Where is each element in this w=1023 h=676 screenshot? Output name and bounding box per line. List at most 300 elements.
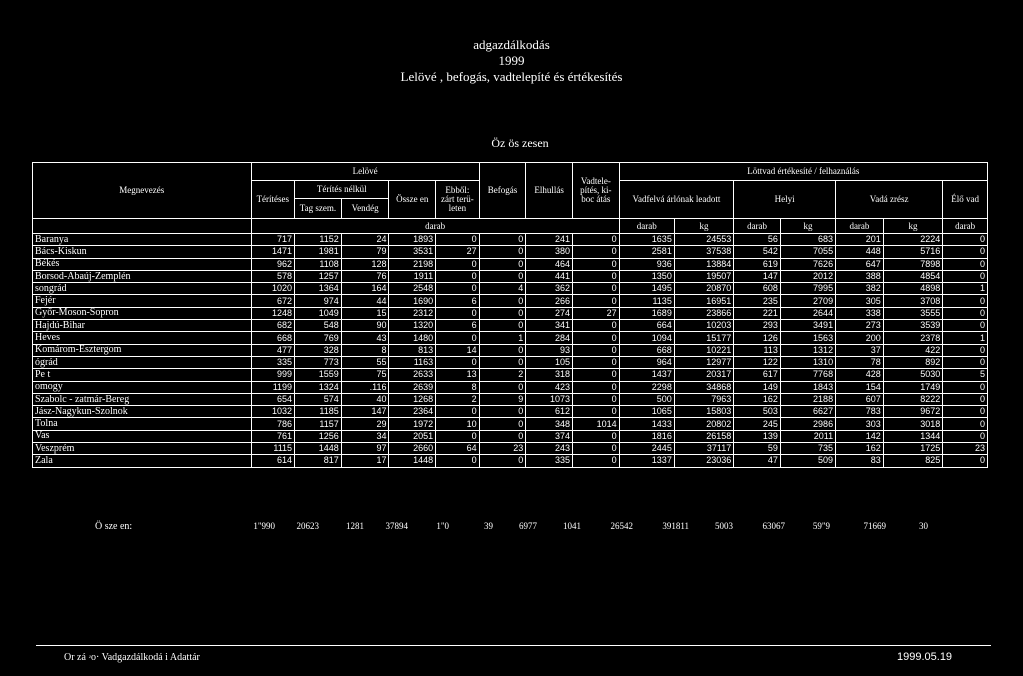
row-value: 0 [479,320,526,332]
row-value: 1448 [389,455,436,467]
unit-vadresz-kg: kg [883,219,942,234]
col-vadaszresz: Vadá zrész [836,181,943,219]
row-value: 9 [479,393,526,405]
row-value: 817 [295,455,342,467]
row-value: 0 [943,418,988,430]
row-value: 29 [341,418,389,430]
table-row [33,270,988,282]
row-value: 2581 [619,246,674,258]
row-value: 1437 [619,369,674,381]
row-value: 113 [734,344,781,356]
row-value: 2012 [780,270,835,282]
row-value: 2198 [389,258,436,270]
row-value: 0 [479,430,526,442]
totals-value: 1"0 [436,521,449,531]
row-value: 79 [341,246,389,258]
totals-value: 20623 [296,521,319,531]
row-value: 23 [943,443,988,455]
row-value: 1364 [295,283,342,295]
row-value: 1981 [295,246,342,258]
row-value: 1816 [619,430,674,442]
row-value: 3491 [780,320,835,332]
row-value: 14 [436,344,480,356]
row-value: 348 [526,418,573,430]
row-value: 608 [734,283,781,295]
row-value: 813 [389,344,436,356]
row-value: 122 [734,356,781,368]
row-value: 164 [341,283,389,295]
row-value: 8222 [883,393,942,405]
row-value: 1094 [619,332,674,344]
row-value: 90 [341,320,389,332]
row-value: 1 [943,283,988,295]
totals-value: 6977 [519,521,537,531]
row-value: 78 [836,356,884,368]
col-group-lottvad: Löttvad értékesíté / felhaználás [619,163,987,181]
row-value: 1911 [389,270,436,282]
row-value: 0 [572,381,619,393]
row-value: 0 [436,406,480,418]
table-row [33,455,988,467]
col-ebbol: Ebből: zárt terü- leten [436,181,480,219]
row-value: 1065 [619,406,674,418]
row-value: 500 [619,393,674,405]
row-value: 1256 [295,430,342,442]
row-value: 5 [943,369,988,381]
col-vadtelepites: Vadtele- pítés, ki- boc átás [572,163,619,219]
row-value: 20802 [674,418,733,430]
row-value: 1448 [295,443,342,455]
row-value: 27 [436,246,480,258]
row-value: 2011 [780,430,835,442]
row-value: 1152 [295,234,342,246]
row-value: 55 [341,356,389,368]
row-value: 0 [943,320,988,332]
row-value: 1495 [619,283,674,295]
footer-divider [36,645,991,646]
row-value: 1049 [295,307,342,319]
row-value: 509 [780,455,835,467]
row-county-name: Hajdú-Bihar [33,320,252,332]
row-county-name: Győr-Moson-Sopron [33,307,252,319]
row-value: 1635 [619,234,674,246]
row-county-name: Pe t [33,369,252,381]
row-value: 43 [341,332,389,344]
row-value: 2548 [389,283,436,295]
row-value: 0 [943,356,988,368]
row-value: 37117 [674,443,733,455]
row-value: .116 [341,381,389,393]
totals-value: 5003 [715,521,733,531]
table-row [33,246,988,258]
row-value: 0 [943,406,988,418]
row-value: 1725 [883,443,942,455]
unit-blank [33,219,252,234]
row-value: 3708 [883,295,942,307]
row-value: 83 [836,455,884,467]
row-value: 201 [836,234,884,246]
row-value: 0 [479,258,526,270]
row-value: 735 [780,443,835,455]
row-value: 0 [943,295,988,307]
row-county-name: Baranya [33,234,252,246]
row-value: 7626 [780,258,835,270]
table-row [33,369,988,381]
row-value: 15177 [674,332,733,344]
row-county-name: Heves [33,332,252,344]
row-value: 23 [479,443,526,455]
data-table [32,162,988,468]
report-subtitle: Lelövé , befogás, vadtelepíté és értékesítés [400,69,623,84]
row-value: 0 [436,332,480,344]
table-row [33,344,988,356]
row-value: 0 [943,430,988,442]
row-county-name: Békés [33,258,252,270]
totals-value: 26542 [610,521,633,531]
row-value: 19507 [674,270,733,282]
row-value: 0 [572,356,619,368]
row-value: 1433 [619,418,674,430]
row-value: 243 [526,443,573,455]
row-value: 8 [436,381,480,393]
row-value: 2660 [389,443,436,455]
row-value: 2633 [389,369,436,381]
row-value: 147 [341,406,389,418]
table-row [33,283,988,295]
row-value: 12977 [674,356,733,368]
row-value: 0 [479,307,526,319]
row-value: 0 [572,246,619,258]
row-value: 0 [479,295,526,307]
row-value: 1344 [883,430,942,442]
row-value: 617 [734,369,781,381]
row-value: 7768 [780,369,835,381]
row-value: 40 [341,393,389,405]
row-value: 682 [251,320,295,332]
row-value: 1257 [295,270,342,282]
row-value: 1559 [295,369,342,381]
row-county-name: Tolna [33,418,252,430]
row-county-name: Bács-Kiskun [33,246,252,258]
row-value: 1032 [251,406,295,418]
row-value: 274 [526,307,573,319]
row-value: 7055 [780,246,835,258]
row-value: 0 [943,344,988,356]
row-county-name: Jász-Nagykun-Szolnok [33,406,252,418]
unit-elo-darab: darab [943,219,988,234]
row-value: 448 [836,246,884,258]
row-value: 1350 [619,270,674,282]
row-value: 162 [836,443,884,455]
row-value: 0 [479,270,526,282]
row-value: 668 [619,344,674,356]
row-value: 10203 [674,320,733,332]
row-value: 284 [526,332,573,344]
row-value: 0 [436,270,480,282]
row-value: 126 [734,332,781,344]
row-value: 761 [251,430,295,442]
row-value: 672 [251,295,295,307]
row-value: 936 [619,258,674,270]
row-value: 0 [943,307,988,319]
table-row [33,307,988,319]
row-county-name: songrád [33,283,252,295]
row-value: 293 [734,320,781,332]
row-value: 47 [734,455,781,467]
row-value: 221 [734,307,781,319]
row-value: 37538 [674,246,733,258]
col-vadfelvasarlonak: Vadfelvá árlónak leadott [619,181,734,219]
row-value: 382 [836,283,884,295]
row-county-name: Komárom-Esztergom [33,344,252,356]
row-value: 825 [883,455,942,467]
row-value: 6627 [780,406,835,418]
table-row [33,443,988,455]
row-value: 303 [836,418,884,430]
col-osszesen: Össze en [389,181,436,219]
row-value: 2224 [883,234,942,246]
row-value: 0 [436,283,480,295]
row-value: 273 [836,320,884,332]
row-value: 6 [436,295,480,307]
row-value: 139 [734,430,781,442]
row-value: 0 [572,443,619,455]
row-county-name: omogy [33,381,252,393]
row-value: 783 [836,406,884,418]
row-value: 2 [479,369,526,381]
row-value: 0 [572,406,619,418]
row-value: 56 [734,234,781,246]
totals-value: 1041 [563,521,581,531]
row-value: 64 [436,443,480,455]
totals-value: 39 [484,521,493,531]
table-row [33,295,988,307]
row-value: 362 [526,283,573,295]
row-value: 16951 [674,295,733,307]
row-county-name: Veszprém [33,443,252,455]
unit-helyi-darab: darab [734,219,781,234]
row-value: 0 [572,270,619,282]
totals-value: 1"990 [253,521,275,531]
totals-value: 37894 [385,521,408,531]
row-value: 154 [836,381,884,393]
row-value: 20317 [674,369,733,381]
col-elo-vad: Élő vad [943,181,988,219]
row-value: 374 [526,430,573,442]
row-value: 245 [734,418,781,430]
row-value: 0 [943,381,988,393]
row-value: 3539 [883,320,942,332]
row-value: 607 [836,393,884,405]
col-group-terites-nelkul: Térítés nélkül [295,181,389,199]
row-value: 0 [436,234,480,246]
row-value: 0 [572,455,619,467]
row-value: 0 [572,283,619,295]
row-value: 548 [295,320,342,332]
row-value: 0 [479,381,526,393]
row-value: 0 [943,258,988,270]
row-value: 0 [479,234,526,246]
row-value: 1563 [780,332,835,344]
unit-darab-span: darab [251,219,619,234]
row-value: 1135 [619,295,674,307]
row-value: 7963 [674,393,733,405]
row-value: 8 [341,344,389,356]
row-value: 647 [836,258,884,270]
table-row [33,356,988,368]
row-value: 1749 [883,381,942,393]
table-row [33,430,988,442]
unit-vadresz-darab: darab [836,219,884,234]
row-value: 542 [734,246,781,258]
row-value: 2986 [780,418,835,430]
row-value: 574 [295,393,342,405]
row-value: 3018 [883,418,942,430]
row-value: 1073 [526,393,573,405]
row-value: 17 [341,455,389,467]
row-value: 1157 [295,418,342,430]
row-value: 10221 [674,344,733,356]
totals-value: 63067 [762,521,785,531]
row-value: 2445 [619,443,674,455]
row-value: 341 [526,320,573,332]
row-value: 388 [836,270,884,282]
col-helyi: Helyi [734,181,836,219]
row-value: 668 [251,332,295,344]
row-value: 0 [572,430,619,442]
row-county-name: Fejér [33,295,252,307]
row-value: 380 [526,246,573,258]
row-value: 0 [572,258,619,270]
totals-value: 30 [919,521,928,531]
row-value: 0 [943,393,988,405]
totals-value: 59"9 [812,521,830,531]
row-value: 1843 [780,381,835,393]
row-value: 1268 [389,393,436,405]
row-value: 128 [341,258,389,270]
row-value: 0 [572,393,619,405]
row-value: 769 [295,332,342,344]
row-value: 2188 [780,393,835,405]
row-value: 503 [734,406,781,418]
row-value: 3555 [883,307,942,319]
row-value: 200 [836,332,884,344]
col-befogas: Befogás [479,163,526,219]
row-value: 0 [572,344,619,356]
row-value: 0 [572,320,619,332]
table-body [33,234,988,468]
row-value: 1020 [251,283,295,295]
row-value: 717 [251,234,295,246]
table-row [33,320,988,332]
row-value: 0 [479,356,526,368]
row-value: 612 [526,406,573,418]
row-value: 0 [436,258,480,270]
row-value: 0 [943,270,988,282]
row-value: 1 [479,332,526,344]
row-value: 1324 [295,381,342,393]
col-teriteses: Térítéses [251,181,295,219]
row-value: 1312 [780,344,835,356]
row-value: 2644 [780,307,835,319]
row-value: 0 [479,344,526,356]
row-value: 1199 [251,381,295,393]
row-value: 7995 [780,283,835,295]
row-value: 441 [526,270,573,282]
row-value: 0 [436,430,480,442]
row-value: 1310 [780,356,835,368]
unit-vadf-darab: darab [619,219,674,234]
row-value: 2312 [389,307,436,319]
row-value: 1337 [619,455,674,467]
col-elhullas: Elhullás [526,163,573,219]
row-value: 1163 [389,356,436,368]
row-value: 0 [572,295,619,307]
row-county-name: Vas [33,430,252,442]
row-value: 0 [572,234,619,246]
row-value: 1014 [572,418,619,430]
row-value: 423 [526,381,573,393]
row-value: 4 [479,283,526,295]
row-value: 0 [436,356,480,368]
row-value: 683 [780,234,835,246]
row-value: 23036 [674,455,733,467]
row-value: 75 [341,369,389,381]
totals-value: 1281 [346,521,364,531]
report-title: adgazdálkodás [473,37,550,52]
row-value: 1108 [295,258,342,270]
row-value: 0 [943,246,988,258]
unit-vadf-kg: kg [674,219,733,234]
row-value: 2709 [780,295,835,307]
row-value: 964 [619,356,674,368]
row-value: 654 [251,393,295,405]
totals-value: 391811 [662,521,689,531]
row-value: 1320 [389,320,436,332]
row-value: 1972 [389,418,436,430]
row-value: 1248 [251,307,295,319]
row-value: 0 [479,246,526,258]
row-value: 335 [526,455,573,467]
row-value: 241 [526,234,573,246]
table-row [33,258,988,270]
row-value: 0 [943,234,988,246]
row-value: 1480 [389,332,436,344]
unit-helyi-kg: kg [780,219,835,234]
row-value: 1471 [251,246,295,258]
row-value: 10 [436,418,480,430]
row-value: 2364 [389,406,436,418]
row-value: 27 [572,307,619,319]
row-value: 20870 [674,283,733,295]
col-tag-szem: Tag szem. [295,199,342,219]
row-value: 4898 [883,283,942,295]
row-value: 266 [526,295,573,307]
row-value: 2051 [389,430,436,442]
row-county-name: Szabolc - zatmár-Bereg [33,393,252,405]
row-value: 0 [479,455,526,467]
table-row [33,234,988,246]
report-year: 1999 [498,53,525,68]
row-county-name: Borsod-Abaúj-Zemplén [33,270,252,282]
row-value: 1689 [619,307,674,319]
row-value: 37 [836,344,884,356]
row-value: 13884 [674,258,733,270]
row-value: 2639 [389,381,436,393]
row-value: 23866 [674,307,733,319]
row-value: 619 [734,258,781,270]
row-value: 0 [479,418,526,430]
